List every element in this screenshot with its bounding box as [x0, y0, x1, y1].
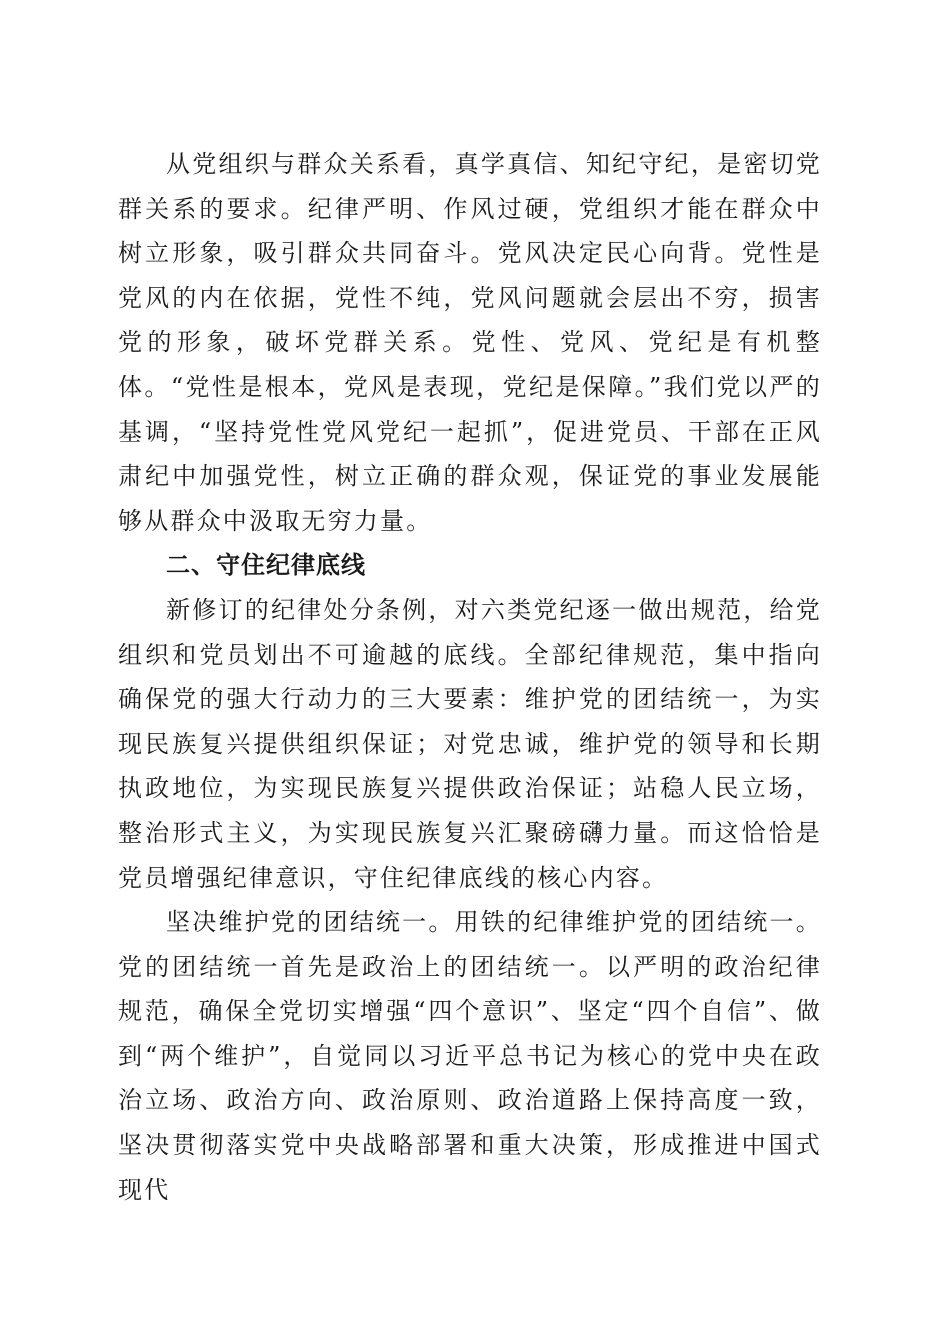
section-heading-discipline-bottom-line: 二、守住纪律底线: [166, 551, 366, 580]
paragraph-unity: 坚决维护党的团结统一。用铁的纪律维护党的团结统一。党的团结统一首先是政治上的团结统一。以严明的政治纪律规范，确保全党切实增强“四个意识”、坚定“四个自信”、做到“两个维护”，自觉同以习近平总书记为核心的党中央在政治立场、政治方向、政治原则、政治道路上保持高度一致，坚决贯彻落实党中央战略部署和重大决策，形成推进中国式现代: [118, 908, 822, 1204]
document-body: [118, 142, 822, 1212]
paragraph-revised-regulations: 新修订的纪律处分条例，对六类党纪逐一做出规范，给党组织和党员划出不可逾越的底线。全部纪律规范，集中指向确保党的强大行动力的三大要素：维护党的团结统一，为实现民族复兴提供组织保证；对党忠诚，维护党的领导和长期执政地位，为实现民族复兴提供政治保证；站稳人民立场，整治形式主义，为实现民族复兴汇聚磅礴力量。而这恰恰是党员增强纪律意识，守住纪律底线的核心内容。: [118, 595, 822, 892]
paragraph-party-mass-relations: 从党组织与群众关系看，真学真信、知纪守纪，是密切党群关系的要求。纪律严明、作风过硬，党组织才能在群众中树立形象，吸引群众共同奋斗。党风决定民心向背。党性是党风的内在依据，党性不纯，党风问题就会层出不穷，损害党的形象，破坏党群关系。党性、党风、党纪是有机整体。“党性是根本，党风是表现，党纪是保障。”我们党以严的基调，“坚持党性党风党纪一起抓”，促进党员、干部在正风肃纪中加强党性，树立正确的群众观，保证党的事业发展能够从群众中汲取无穷力量。: [118, 150, 822, 535]
